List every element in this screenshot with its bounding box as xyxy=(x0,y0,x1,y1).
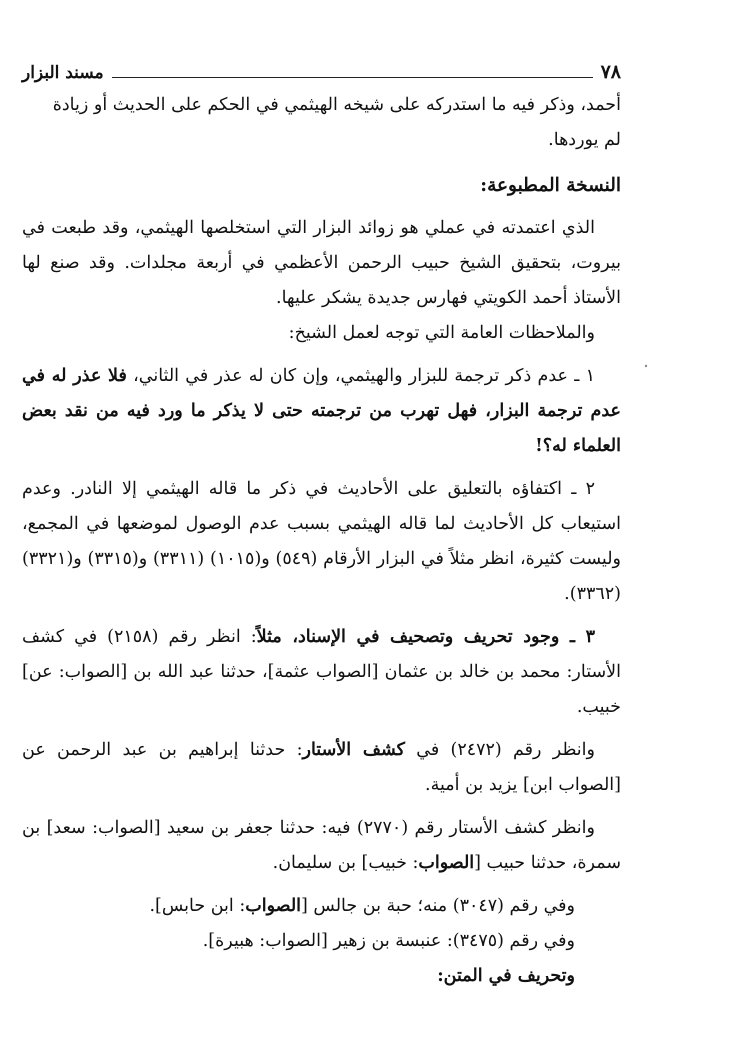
reference-2770-bold: الصواب xyxy=(418,853,475,873)
paragraph-reference-3047 xyxy=(22,889,621,924)
reference-2770-rest: : خبيب] بن سليمان. xyxy=(272,853,419,873)
header-rule xyxy=(112,76,593,78)
paragraph-reference-2472 xyxy=(22,733,621,803)
page-number: ٧٨ xyxy=(600,61,621,83)
paragraph-remarks-intro: والملاحظات العامة التي توجه لعمل الشيخ: xyxy=(288,323,595,343)
reference-2472-bold: كشف الأستار xyxy=(302,740,405,760)
continuation-line-2: لم يوردها. xyxy=(548,130,621,150)
heading-printed-edition: النسخة المطبوعة: xyxy=(480,175,621,196)
margin-speck-icon xyxy=(640,360,652,372)
list-item-3-rest: : انظر رقم (٢١٥٨) في كشف الأستار: محمد بن خالد بن عثمان [الصواب عثمة]، حدثنا عبد الله بن [الصواب: عن] خبيب. xyxy=(22,627,621,717)
list-item-3-bold: ٣ ـ وجود تحريف وتصحيف في الإسناد، مثلاً xyxy=(256,627,596,647)
list-item-1-start: ١ ـ عدم ذكر ترجمة للبزار والهيثمي، وإن كان له عذر في الثاني، xyxy=(126,366,595,386)
reference-2472-start: وانظر رقم (٢٤٧٢) في xyxy=(404,740,595,760)
reference-3047-start: وفي رقم (٣٠٤٧) منه؛ حبة بن جالس [ xyxy=(301,896,575,916)
list-item-2: ٢ ـ اكتفاؤه بالتعليق على الأحاديث في ذكر ما قاله الهيثمي إلا النادر. وعدم استيعاب كل الأحاديث لما قاله الهيثمي بسبب عدم الوصول لموضعها في المجمع، وليست كثيرة، انظر مثلاً في البزار الأرقام (٥٤٩) و(١٠١٥) (٣٣١١) و(٣٣١٥) و(٣٣٢١) (٣٣٦٢). xyxy=(22,479,621,604)
paragraph-reference-2770 xyxy=(22,811,621,881)
list-item-1 xyxy=(22,359,621,464)
paragraph-edition: الذي اعتمدته في عملي هو زوائد البزار التي استخلصها الهيثمي، وقد طبعت في بيروت، بتحقيق الشيخ حبيب الرحمن الأعظمي في أربعة مجلدات. وقد صنع لها الأستاذ أحمد الكويتي فهارس جديدة يشكر عليها. xyxy=(22,218,621,308)
reference-2472-rest: : حدثنا إبراهيم بن عبد الرحمن عن [الصواب ابن] يزيد بن أمية. xyxy=(22,740,621,795)
running-header xyxy=(22,48,621,82)
heading-matn-distortion: وتحريف في المتن: xyxy=(437,966,575,986)
paragraph-continuation xyxy=(22,88,621,158)
page-body xyxy=(22,88,621,994)
continuation-line-1: أحمد، وذكر فيه ما استدركه على شيخه الهيثمي في الحكم على الحديث أو زيادة xyxy=(52,95,621,115)
list-item-3 xyxy=(22,620,621,725)
paragraph-reference-3475: وفي رقم (٣٤٧٥): عنبسة بن زهير [الصواب: هبيرة]. xyxy=(202,931,575,951)
reference-2770-start: وانظر كشف الأستار رقم (٢٧٧٠) فيه: حدثنا جعفر بن سعيد [الصواب: سعد] بن سمرة، حدثنا حبيب [ xyxy=(22,818,621,873)
running-title: مسند البزار xyxy=(22,63,104,83)
reference-3047-rest: : ابن حابس]. xyxy=(149,896,246,916)
list-item-1-bold: فلا عذر له في عدم ترجمة البزار، فهل تهرب من ترجمته حتى لا يذكر ما ورد فيه من نقد بعض العلماء له؟! xyxy=(22,366,621,456)
reference-3047-bold: الصواب xyxy=(245,896,302,916)
